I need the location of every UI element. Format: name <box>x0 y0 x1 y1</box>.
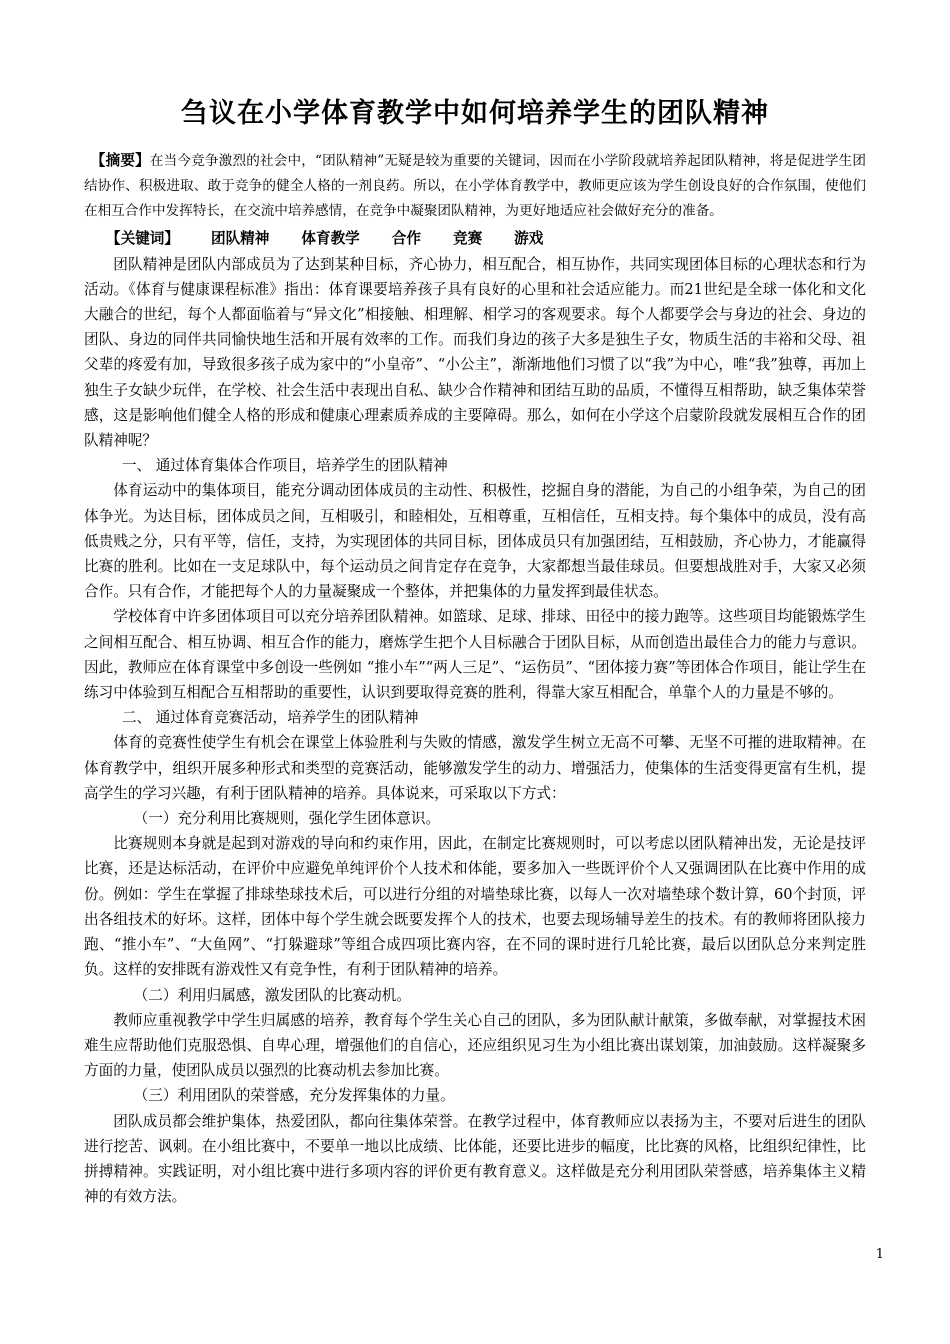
abstract-text: 在当今竞争激烈的社会中，“团队精神”无疑是较为重要的关键词，因而在小学阶段就培养起团队精神，将是促进学生团结协作、积极进取、敢于竞争的健全人格的一剂良药。所以，在小学体育教学中，教师更应该为学生创设良好的合作氛围，使他们在相互合作中发挥特长，在交流中培养感情，在竞争中凝聚团队精神，为更好地适应社会做好充分的准备。 <box>84 153 866 220</box>
page-number: 1 <box>875 1247 884 1262</box>
subsection-heading: （一）充分利用比赛规则，强化学生团体意识。 <box>133 810 441 828</box>
body-paragraph: 团队成员都会维护集体，热爱团队，都向往集体荣誉。在教学过程中，体育教师应以表扬为主，不要对后进生的团队进行挖苦、讽刺。在小组比赛中，不要单一地以比成绩、比体能，还要比进步的幅度，比比赛的风格，比组织纪律性，比拼搏精神。实践证明，对小组比赛中进行多项内容的评价更有教育意义。这样做是充分利用团队荣誉感，培养集体主义精神的有效方法。 <box>84 1112 866 1206</box>
body-paragraph: 教师应重视教学中学生归属感的培养，教育每个学生关心自己的团队，多为团队献计献策，多做奉献，对掌握技术困难生应帮助他们克服恐惧、自卑心理，增强他们的自信心，还应组织见习生为小组比赛出谋划策，加油鼓励。这样凝聚多方面的力量，使团队成员以强烈的比赛动机去参加比赛。 <box>84 1011 866 1080</box>
keyword-item: 合作 <box>391 229 421 247</box>
keywords-label: 【关键词】 <box>106 229 179 247</box>
keyword-item: 竞赛 <box>452 229 483 247</box>
keywords <box>84 225 866 252</box>
body-paragraph: 学校体育中许多团体项目可以充分培养团队精神。如篮球、足球、排球、田径中的接力跑等。这些项目均能锻炼学生之间相互配合、相互协调、相互合作的能力，磨炼学生把个人目标融合于团队目标，从而创造出最佳合力的能力与意识。因此，教师应在体育课堂中多创设一些例如 “推小车”“两人三足”、“运伤员”、“团体接力赛”等团体合作项目，能让学生在练习中体验到互相配合互相帮助的重要性，认识到要取得竞赛的胜利，得靠大家互相配合，单靠个人的力量是不够的。 <box>84 608 866 702</box>
keyword-item: 团队精神 <box>210 229 270 247</box>
keyword-item: 游戏 <box>514 229 544 247</box>
keyword-item: 体育教学 <box>301 229 360 247</box>
body-paragraph: 体育运动中的集体项目，能充分调动团体成员的主动性、积极性，挖掘自身的潜能，为自己的小组争荣，为自己的团体争光。为达目标，团体成员之间，互相吸引，和睦相处，互相尊重，互相信任，互相支持。每个集体中的成员，没有高低贵贱之分，只有平等，信任，支持，为实现团体的共同目标，团体成员只有加强团结，互相鼓励，齐心协力，才能赢得比赛的胜利。比如在一支足球队中，每个运动员之间肯定存在竞争，大家都想当最佳球员。但要想战胜对手，大家又必须合作。只有合作，才能把每个人的力量凝聚成一个整体，并把集体的力量发挥到最佳状态。 <box>84 482 866 601</box>
document-title: 刍议在小学体育教学中如何培养学生的团队精神 <box>181 98 769 129</box>
subsection-heading: （二）利用归属感，激发团队的比赛动机。 <box>133 986 411 1004</box>
abstract <box>84 148 866 225</box>
subsection-heading: （三）利用团队的荣誉感，充分发挥集体的力量。 <box>133 1087 455 1105</box>
abstract-label: 【摘要】 <box>90 152 150 169</box>
section-heading: 一、 通过体育集体合作项目，培养学生的团队精神 <box>121 457 448 475</box>
body-paragraph: 比赛规则本身就是起到对游戏的导向和约束作用，因此，在制定比赛规则时，可以考虑以团队精神出发，无论是技评比赛，还是达标活动，在评价中应避免单纯评价个人技术和体能，要多加入一些既评价个人又强调团队在比赛中作用的成份。例如：学生在掌握了排球垫球技术后，可以进行分组的对墙垫球比赛，以每人一次对墙垫球个数计算，60个封顶，评出各组技术的好坏。这样，团体中每个学生就会既要发挥个人的技术，也要去现场辅导差生的技术。有的教师将团队接力跑、“推小车”、“大鱼网”、“打躲避球”等组合成四项比赛内容，在不同的课时进行几轮比赛，最后以团队总分来判定胜负。这样的安排既有游戏性又有竞争性，有利于团队精神的培养。 <box>84 835 866 979</box>
body-paragraph: 体育的竞赛性使学生有机会在课堂上体验胜利与失败的情感，激发学生树立无高不可攀、无坚不可摧的进取精神。在体育教学中，组织开展多种形式和类型的竞赛活动，能够激发学生的动力、增强活力，使集体的生活变得更富有生机，提高学生的学习兴趣，有利于团队精神的培养。具体说来，可采取以下方式： <box>84 734 866 802</box>
body-paragraph: 团队精神是团队内部成员为了达到某种目标，齐心协力，相互配合，相互协作，共同实现团体目标的心理状态和行为活动。《体育与健康课程标准》指出：体育课要培养孩子具有良好的心里和社会适应能力。而21世纪是全球一体化和文化大融合的世纪，每个人都面临着与“异文化”相接触、相理解、相学习的客观要求。每个人都要学会与身边的社会、身边的团队、身边的同伴共同愉快地生活和开展有效率的工作。而我们身边的孩子大多是独生子女，物质生活的丰裕和父母、祖父辈的疼爱有加，导致很多孩子成为家中的“小皇帝”、“小公主”，渐渐地他们习惯了以“我”为中心，唯“我”独尊，再加上独生子女缺少玩伴，在学校、社会生活中表现出自私、缺少合作精神和团结互助的品质，不懂得互相帮助，缺乏集体荣誉感，这是影响他们健全人格的形成和健康心理素质养成的主要障碍。那么，如何在小学这个启蒙阶段就发展相互合作的团队精神呢？ <box>84 255 866 450</box>
section-heading: 二、 通过体育竞赛活动，培养学生的团队精神 <box>121 709 419 727</box>
